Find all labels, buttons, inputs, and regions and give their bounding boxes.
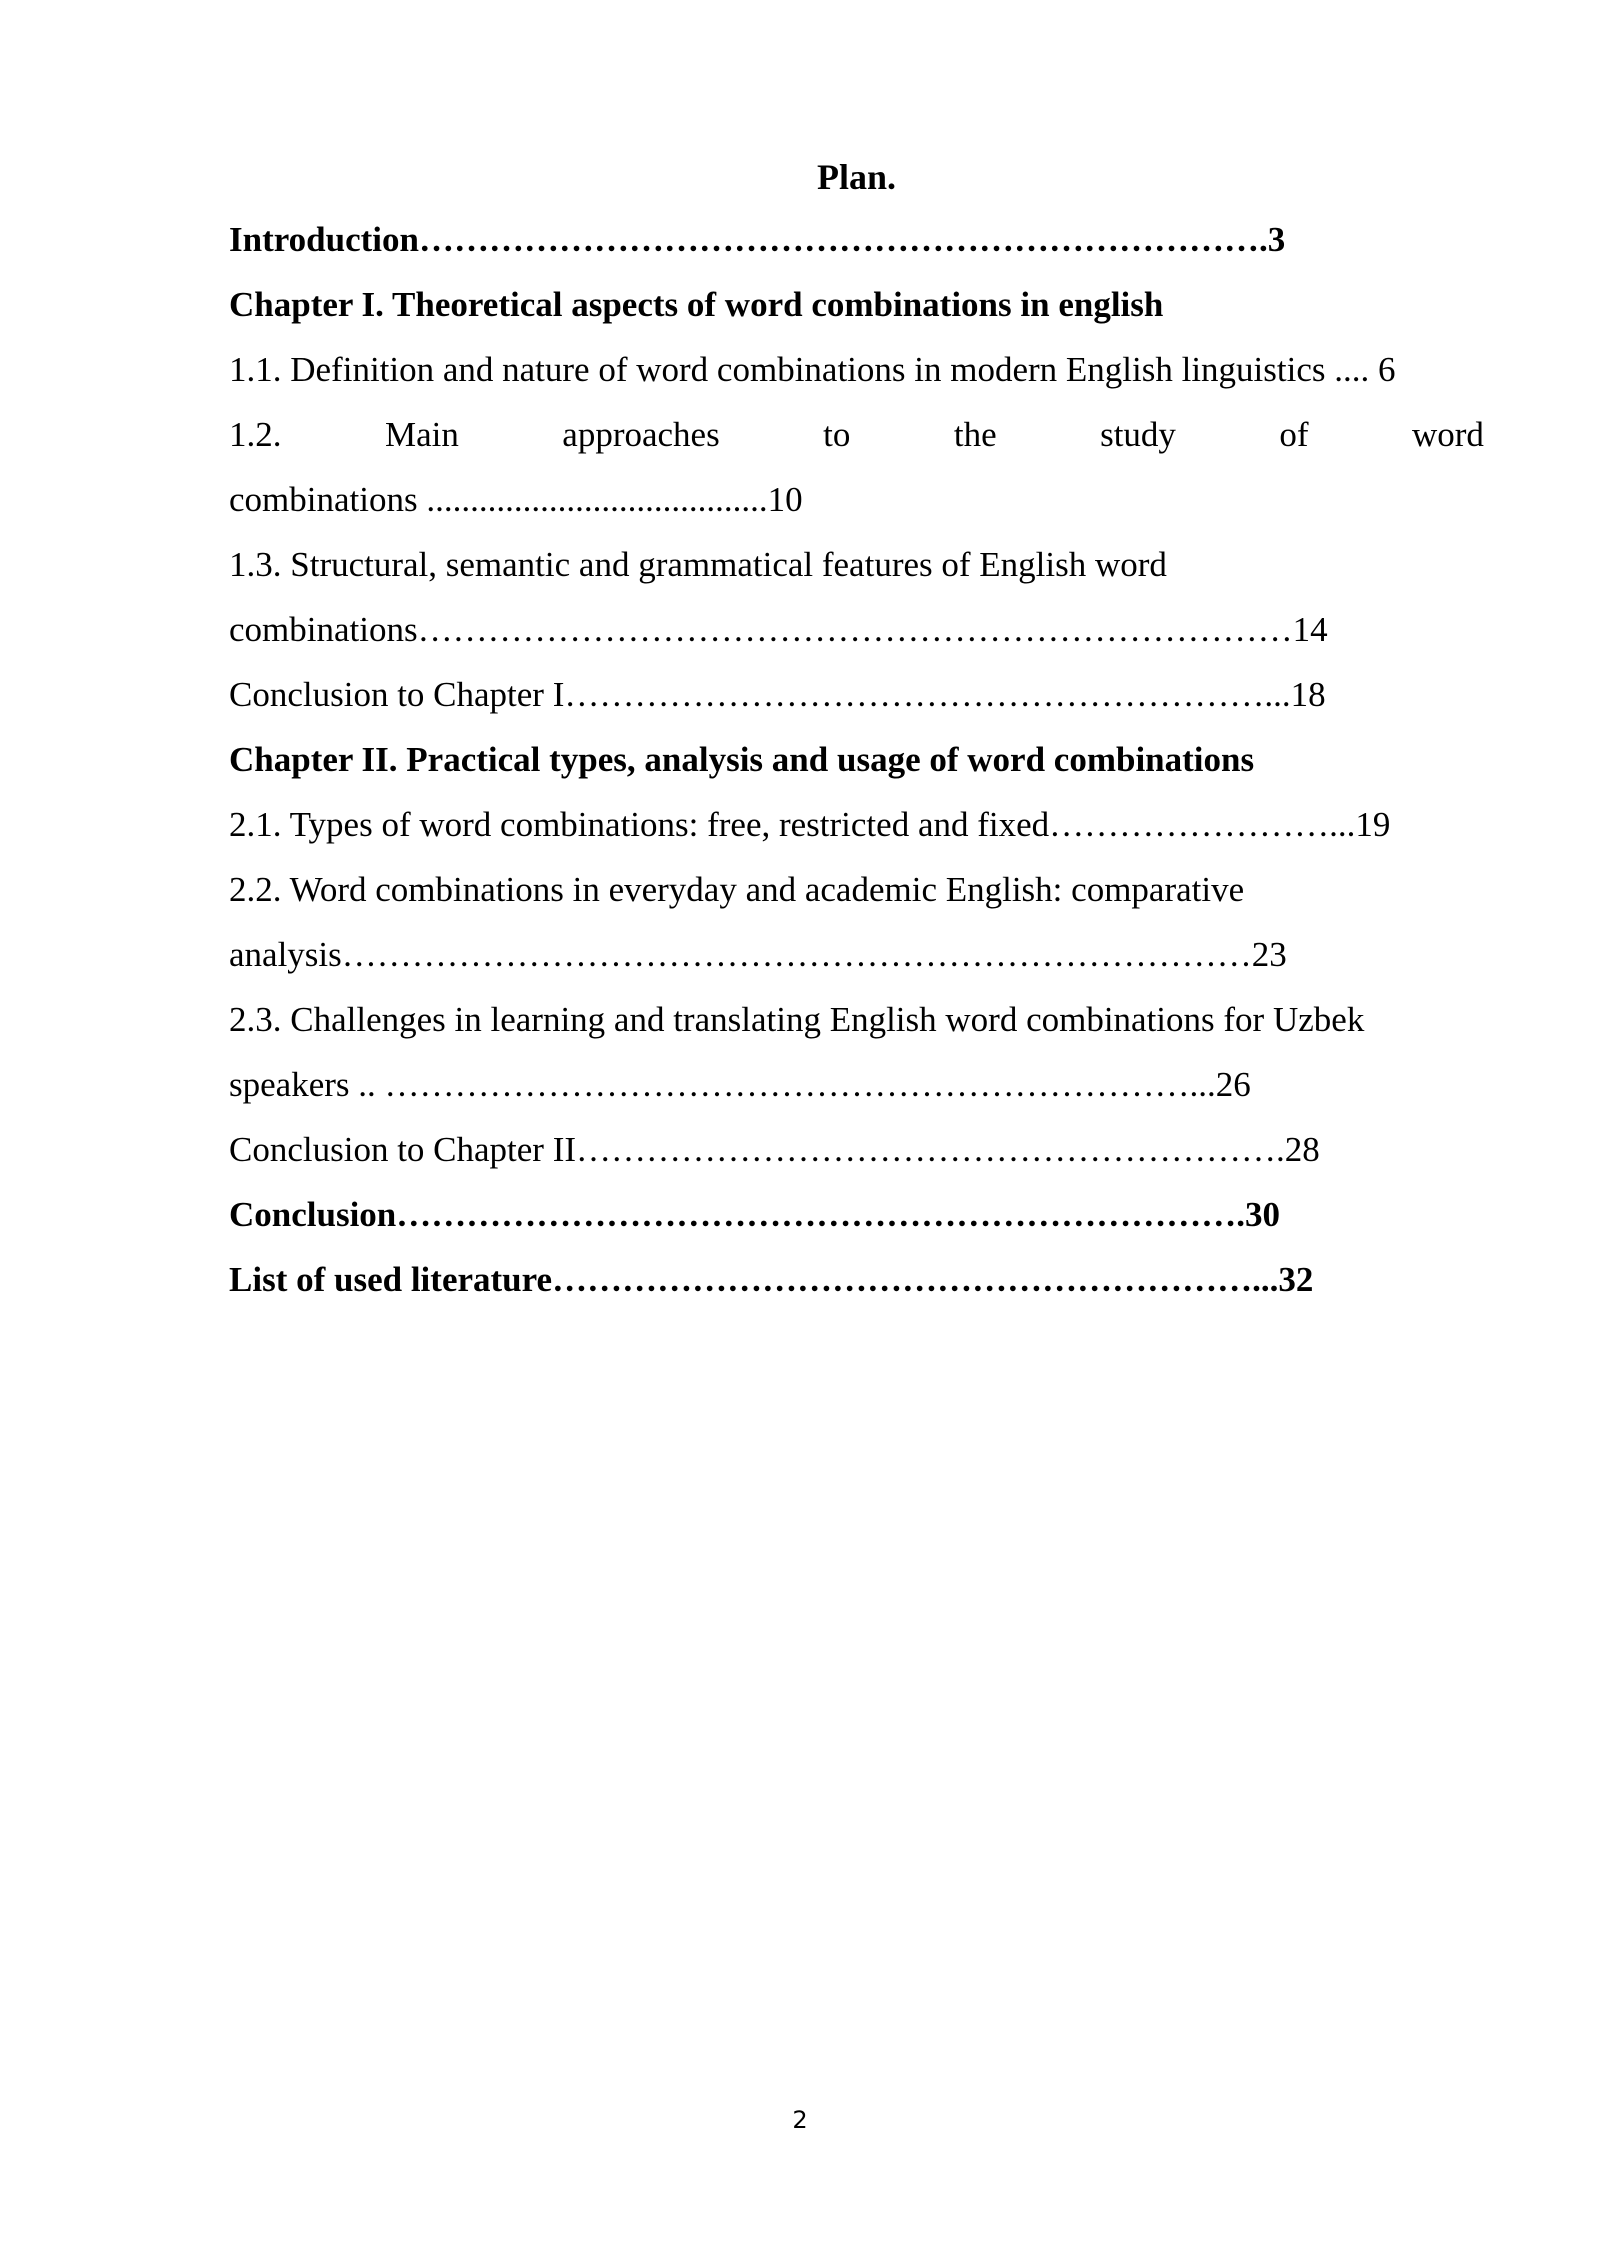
page-number: 2 [792, 2106, 808, 2134]
toc-section-2-3-line-2: speakers .. ……………………………………………………………...26 [229, 1065, 1251, 1104]
toc-chapter-1-heading: Chapter I. Theoretical aspects of word combinations in english [229, 285, 1164, 324]
toc-conclusion-chapter-1: Conclusion to Chapter I……………………………………………………...18 [229, 675, 1326, 714]
toc-word: to [823, 415, 851, 454]
toc-section-2-2-line-1: 2.2. Word combinations in everyday and academic English: comparative [229, 870, 1245, 909]
toc-section-2-3-line-1: 2.3. Challenges in learning and translating English word combinations for Uzbek [229, 1000, 1365, 1039]
page-title: Plan. [816, 157, 896, 197]
toc-conclusion: Conclusion……………………………………………………………….30 [229, 1195, 1281, 1234]
toc-introduction: Introduction……………………………………………………………….3 [229, 220, 1286, 259]
toc-section-1-2-line-2: combinations .......................................10 [229, 480, 803, 519]
toc-chapter-2-heading: Chapter II. Practical types, analysis and usage of word combinations [229, 740, 1255, 779]
toc-section-1-3-line-1: 1.3. Structural, semantic and grammatical features of English word [229, 545, 1167, 584]
toc-section-1-3-line-2: combinations…………………………………………………………………14 [229, 610, 1328, 649]
toc-conclusion-chapter-2: Conclusion to Chapter II…………………………………………………….28 [229, 1130, 1320, 1169]
toc-word: Main [384, 415, 459, 454]
toc-word: the [953, 415, 997, 454]
toc-section-2-2-line-2: analysis……………………………………………………………………23 [229, 935, 1287, 974]
toc-section-1-1: 1.1. Definition and nature of word combinations in modern English linguistics .... 6 [229, 350, 1396, 389]
toc-section-2-1: 2.1. Types of word combinations: free, restricted and fixed……………………...19 [229, 805, 1391, 844]
toc-word: word [1412, 415, 1484, 454]
toc-section-1-2-line-1 [229, 407, 1484, 463]
toc-word: study [1100, 415, 1176, 454]
toc-literature: List of used literature……………………………………………………...32 [229, 1260, 1314, 1299]
toc-word: approaches [562, 415, 720, 454]
toc-word: of [1279, 415, 1309, 454]
toc-word: 1.2. [229, 415, 282, 454]
